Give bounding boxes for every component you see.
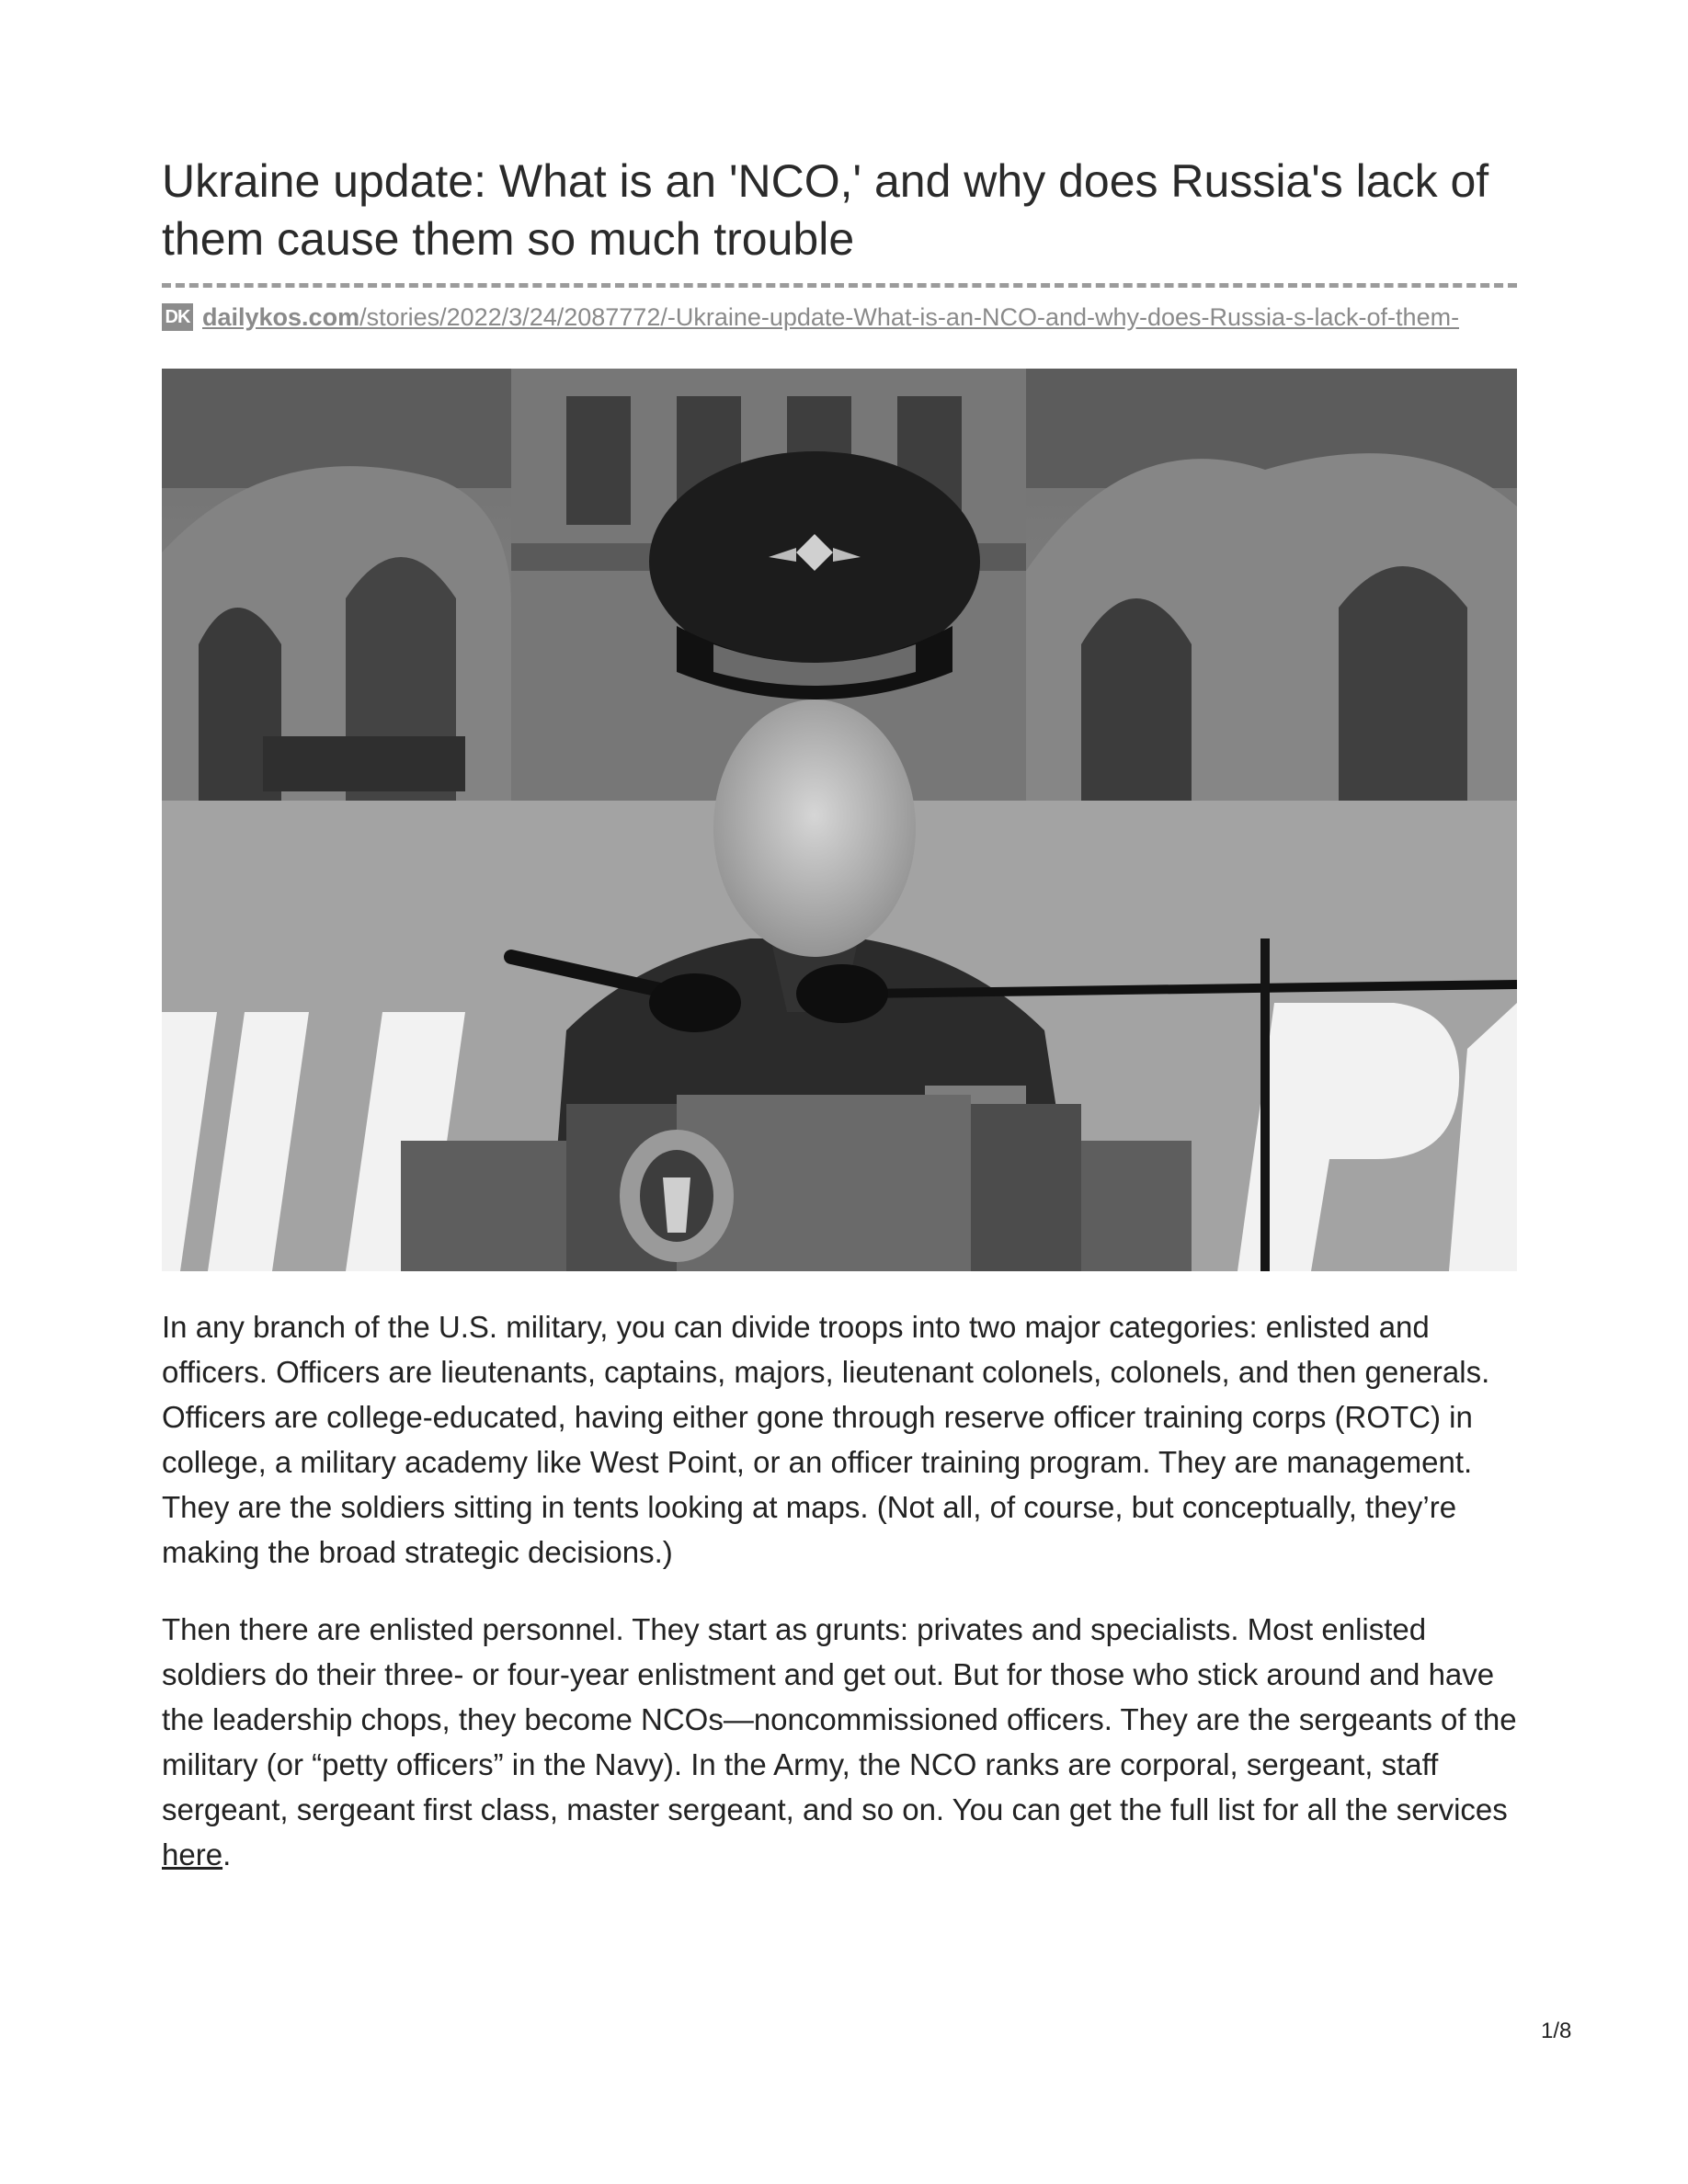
hero-photo xyxy=(162,369,1517,1271)
article xyxy=(162,153,1517,1909)
here-link[interactable]: here xyxy=(162,1837,223,1871)
paragraph-2-text: Then there are enlisted personnel. They start as grunts: privates and specialists. Most enlisted soldiers do their three- or four-year enlistment and get out. But for those who stick around and have the leadership chops, they become NCOs—noncommissioned officers. They are the sergeants of the military (or “petty officers” in the Navy). In the Army, the NCO ranks are corporal, sergeant, staff sergeant, sergeant first class, master sergeant, and so on. You can get the full list for all the services xyxy=(162,1612,1517,1826)
site-logo-icon: DK xyxy=(162,303,193,331)
source-row xyxy=(162,301,1517,334)
paragraph-2 xyxy=(162,1607,1517,1877)
article-title: Ukraine update: What is an 'NCO,' and why does Russia's lack of them cause them so much trouble xyxy=(162,155,1489,265)
source-path: /stories/2022/3/24/2087772/-Ukraine-update-What-is-an-NCO-and-why-does-Russia-s-lack-of-them- xyxy=(359,302,1460,331)
source-link[interactable] xyxy=(202,303,1459,332)
source-domain: dailykos.com xyxy=(202,302,360,331)
paragraph-1: In any branch of the U.S. military, you can divide troops into two major categories: enlisted and officers. Officers are lieutenants, captains, majors, lieutenant colonels, colonels, and then generals. Officers are college-educated, having either gone through reserve officer training corps (ROTC) in college, a military academy like West Point, or an officer training program. They are management. They are the soldiers sitting in tents looking at maps. (Not all, of course, but conceptually, they’re making the broad strategic decisions.) xyxy=(162,1310,1490,1569)
photo-icon xyxy=(162,369,1517,1271)
paragraph-2-end: . xyxy=(222,1837,232,1871)
page-number: 1/8 xyxy=(1541,2019,1572,2043)
article-body xyxy=(162,1304,1517,1877)
title-divider xyxy=(162,283,1517,288)
